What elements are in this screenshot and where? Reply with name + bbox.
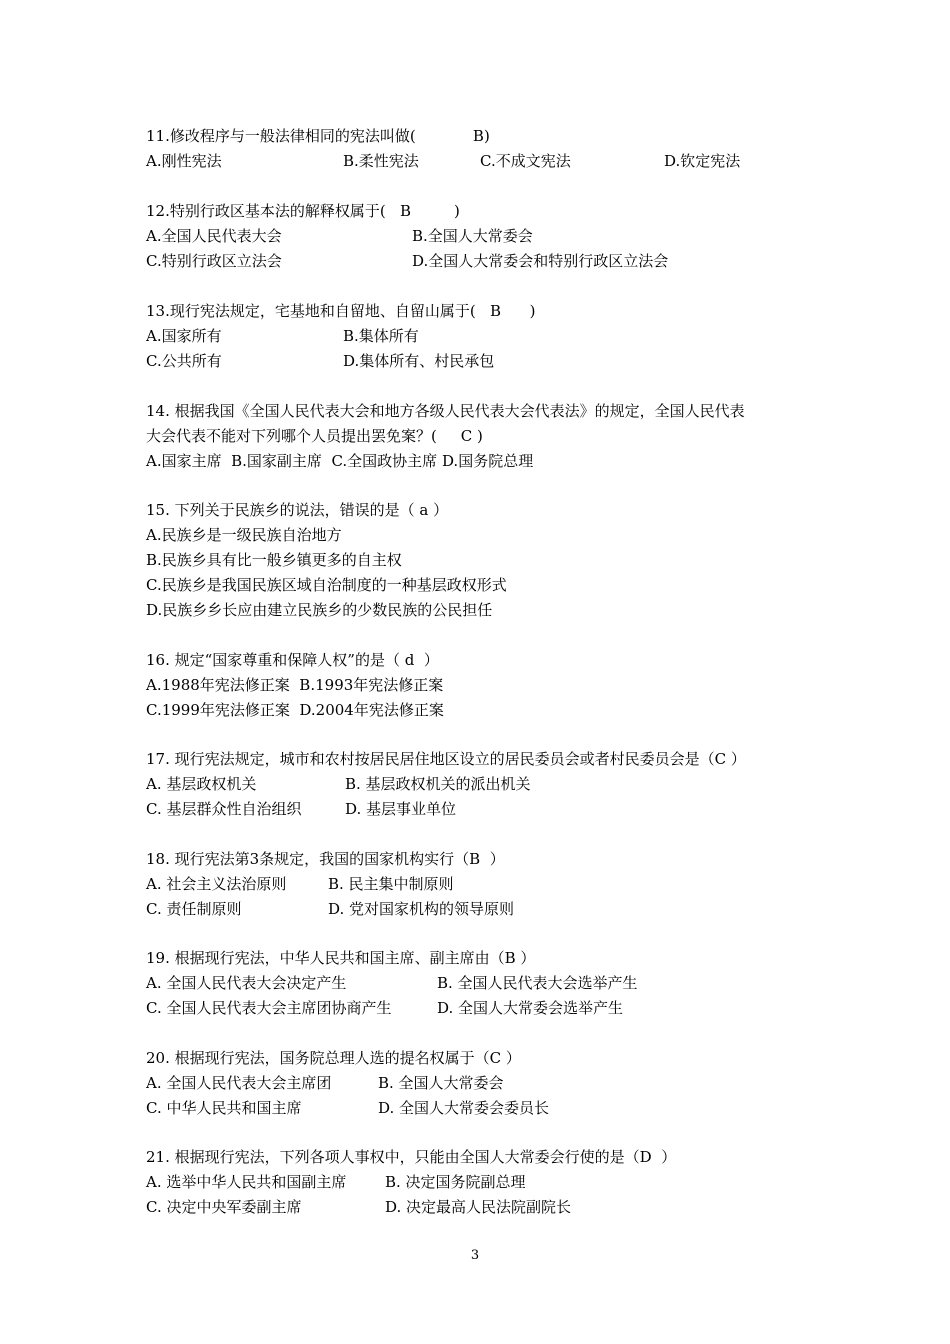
question-12-stem: 12.特别行政区基本法的解释权属于( B ) bbox=[146, 202, 460, 220]
question-15-option-a: A.民族乡是一级民族自治地方 bbox=[146, 526, 342, 544]
question-11-option-a: A.刚性宪法 bbox=[146, 152, 222, 170]
question-19-option-a: A. 全国人民代表大会决定产生 bbox=[146, 974, 347, 992]
question-13-option-b: B.集体所有 bbox=[343, 327, 419, 345]
question-11-option-d: D.钦定宪法 bbox=[664, 152, 741, 170]
question-21-stem: 21. 根据现行宪法，下列各项人事权中，只能由全国人大常委会行使的是（D ） bbox=[146, 1148, 677, 1166]
question-11-stem: 11.修改程序与一般法律相同的宪法叫做( B) bbox=[146, 127, 490, 145]
question-14-options: A.国家主席 B.国家副主席 C.全国政协主席 D.国务院总理 bbox=[146, 452, 534, 470]
question-16-options-cd: C.1999年宪法修正案 D.2004年宪法修正案 bbox=[146, 701, 444, 719]
question-17-option-c: C. 基层群众性自治组织 bbox=[146, 800, 302, 818]
question-19-option-d: D. 全国人大常委会选举产生 bbox=[437, 999, 624, 1017]
question-17-option-b: B. 基层政权机关的派出机关 bbox=[345, 775, 531, 793]
question-21-option-a: A. 选举中华人民共和国副主席 bbox=[146, 1173, 347, 1191]
question-17-option-a: A. 基层政权机关 bbox=[146, 775, 257, 793]
question-14-stem-line1: 14. 根据我国《全国人民代表大会和地方各级人民代表大会代表法》的规定，全国人民代表 bbox=[146, 402, 745, 420]
question-13-option-a: A.国家所有 bbox=[146, 327, 222, 345]
question-11-option-c: C.不成文宪法 bbox=[480, 152, 571, 170]
question-11-option-b: B.柔性宪法 bbox=[343, 152, 419, 170]
question-20-option-a: A. 全国人民代表大会主席团 bbox=[146, 1074, 332, 1092]
question-12-option-d: D.全国人大常委会和特别行政区立法会 bbox=[412, 252, 669, 270]
question-21-option-d: D. 决定最高人民法院副院长 bbox=[385, 1198, 572, 1216]
question-18-option-a: A. 社会主义法治原则 bbox=[146, 875, 287, 893]
question-19-stem: 19. 根据现行宪法，中华人民共和国主席、副主席由（B ） bbox=[146, 949, 536, 967]
question-19-option-c: C. 全国人民代表大会主席团协商产生 bbox=[146, 999, 392, 1017]
question-21-option-c: C. 决定中央军委副主席 bbox=[146, 1198, 302, 1216]
question-21-option-b: B. 决定国务院副总理 bbox=[385, 1173, 526, 1191]
question-17-stem: 17. 现行宪法规定，城市和农村按居民居住地区设立的居民委员会或者村民委员会是（C ） bbox=[146, 750, 746, 768]
question-18-option-c: C. 责任制原则 bbox=[146, 900, 242, 918]
question-14-stem-line2: 大会代表不能对下列哪个人员提出罢免案？( C ) bbox=[146, 427, 483, 445]
question-20-option-c: C. 中华人民共和国主席 bbox=[146, 1099, 302, 1117]
question-18-option-d: D. 党对国家机构的领导原则 bbox=[328, 900, 515, 918]
question-20-option-d: D. 全国人大常委会委员长 bbox=[378, 1099, 550, 1117]
question-20-stem: 20. 根据现行宪法，国务院总理人选的提名权属于（C ） bbox=[146, 1049, 521, 1067]
question-12-option-b: B.全国人大常委会 bbox=[412, 227, 533, 245]
question-17-option-d: D. 基层事业单位 bbox=[345, 800, 457, 818]
question-15-option-d: D.民族乡乡长应由建立民族乡的少数民族的公民担任 bbox=[146, 601, 493, 619]
page-number: 3 bbox=[470, 1248, 480, 1263]
question-18-option-b: B. 民主集中制原则 bbox=[328, 875, 454, 893]
question-12-option-c: C.特别行政区立法会 bbox=[146, 252, 282, 270]
question-20-option-b: B. 全国人大常委会 bbox=[378, 1074, 504, 1092]
question-13-option-d: D.集体所有、村民承包 bbox=[343, 352, 495, 370]
question-18-stem: 18. 现行宪法第3条规定，我国的国家机构实行（B ） bbox=[146, 850, 505, 868]
question-12-option-a: A.全国人民代表大会 bbox=[146, 227, 282, 245]
question-16-stem: 16. 规定“国家尊重和保障人权”的是（ d ） bbox=[146, 651, 439, 669]
question-15-stem: 15. 下列关于民族乡的说法，错误的是（ a ） bbox=[146, 501, 449, 519]
question-13-option-c: C.公共所有 bbox=[146, 352, 222, 370]
question-19-option-b: B. 全国人民代表大会选举产生 bbox=[437, 974, 638, 992]
question-15-option-c: C.民族乡是我国民族区域自治制度的一种基层政权形式 bbox=[146, 576, 507, 594]
question-16-options-ab: A.1988年宪法修正案 B.1993年宪法修正案 bbox=[146, 676, 444, 694]
question-15-option-b: B.民族乡具有比一般乡镇更多的自主权 bbox=[146, 551, 402, 569]
question-13-stem: 13.现行宪法规定，宅基地和自留地、自留山属于( B ) bbox=[146, 302, 536, 320]
